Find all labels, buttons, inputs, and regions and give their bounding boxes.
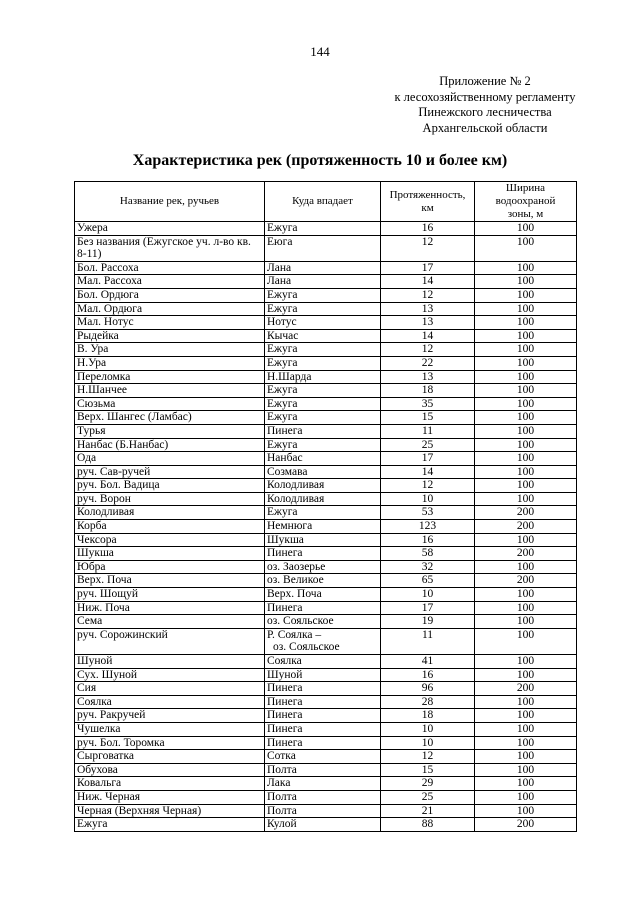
protection-zone-width: 200 — [475, 682, 577, 696]
table-row — [75, 547, 577, 561]
river-length: 16 — [381, 533, 475, 547]
protection-zone-width: 100 — [475, 560, 577, 574]
header-width-line1: Ширина водоохраной — [495, 182, 556, 207]
river-outlet-line2: оз. Сояльское — [273, 641, 340, 654]
river-name: Ниж. Поча — [75, 601, 265, 615]
table-row — [75, 370, 577, 384]
river-outlet: Лана — [265, 261, 381, 275]
table-row — [75, 790, 577, 804]
river-length: 12 — [381, 750, 475, 764]
table-row — [75, 343, 577, 357]
table-row — [75, 682, 577, 696]
river-name: Шуной — [75, 655, 265, 669]
table-row — [75, 655, 577, 669]
river-length: 19 — [381, 615, 475, 629]
table-row — [75, 302, 577, 316]
river-outlet: Соялка — [265, 655, 381, 669]
river-name: Сюзьма — [75, 397, 265, 411]
river-length: 11 — [381, 628, 475, 654]
river-length: 10 — [381, 722, 475, 736]
river-length: 58 — [381, 547, 475, 561]
header-length-line1: Протяженность, — [389, 188, 466, 201]
river-outlet: Н.Шарда — [265, 370, 381, 384]
protection-zone-width: 100 — [475, 479, 577, 493]
river-outlet-line1: Р. Соялка – — [267, 628, 322, 641]
table-row — [75, 601, 577, 615]
table-row — [75, 628, 577, 654]
river-outlet: Нотус — [265, 316, 381, 330]
river-length: 12 — [381, 288, 475, 302]
river-length: 15 — [381, 411, 475, 425]
table-row — [75, 804, 577, 818]
table-row — [75, 533, 577, 547]
header-width — [475, 182, 577, 222]
appendix-line-3: Пинежского лесничества — [418, 105, 552, 119]
header-length — [381, 182, 475, 222]
table-row — [75, 275, 577, 289]
table-row — [75, 520, 577, 534]
table-row — [75, 668, 577, 682]
river-outlet: Пинега — [265, 736, 381, 750]
river-name: Верх. Шангес (Ламбас) — [75, 411, 265, 425]
table-body — [75, 222, 577, 832]
river-name: Корба — [75, 520, 265, 534]
river-name: Обухова — [75, 763, 265, 777]
appendix-line-2: к лесохозяйственному регламенту — [394, 89, 576, 104]
river-length: 10 — [381, 492, 475, 506]
river-length: 14 — [381, 275, 475, 289]
protection-zone-width: 100 — [475, 695, 577, 709]
river-outlet: Ежуга — [265, 302, 381, 316]
river-length: 21 — [381, 804, 475, 818]
river-name: Без названия (Ежугское уч. л-во кв. 8-11) — [75, 235, 265, 261]
protection-zone-width: 200 — [475, 547, 577, 561]
river-outlet: Пинега — [265, 682, 381, 696]
protection-zone-width: 100 — [475, 615, 577, 629]
protection-zone-width: 100 — [475, 750, 577, 764]
protection-zone-width: 100 — [475, 668, 577, 682]
table-row — [75, 560, 577, 574]
river-outlet: Шуной — [265, 668, 381, 682]
river-name: Нанбас (Б.Нанбас) — [75, 438, 265, 452]
river-outlet: оз. Великое — [265, 574, 381, 588]
river-outlet: Ежуга — [265, 411, 381, 425]
river-outlet: Ежуга — [265, 438, 381, 452]
river-name: Сия — [75, 682, 265, 696]
table-row — [75, 384, 577, 398]
river-name: руч. Бол. Торомка — [75, 736, 265, 750]
river-outlet: Ежуга — [265, 356, 381, 370]
appendix-block — [360, 74, 610, 136]
river-length: 10 — [381, 736, 475, 750]
table-row — [75, 492, 577, 506]
table-row — [75, 424, 577, 438]
protection-zone-width: 100 — [475, 736, 577, 750]
table-row — [75, 288, 577, 302]
river-name: Шукша — [75, 547, 265, 561]
river-outlet: Пинега — [265, 547, 381, 561]
river-name: Чушелка — [75, 722, 265, 736]
river-length: 25 — [381, 790, 475, 804]
river-length: 17 — [381, 452, 475, 466]
protection-zone-width: 100 — [475, 397, 577, 411]
protection-zone-width: 100 — [475, 384, 577, 398]
river-outlet: Пинега — [265, 601, 381, 615]
river-length: 41 — [381, 655, 475, 669]
river-length: 12 — [381, 235, 475, 261]
river-length: 16 — [381, 668, 475, 682]
river-name: Ковальга — [75, 777, 265, 791]
river-outlet: Лана — [265, 275, 381, 289]
river-outlet — [265, 628, 381, 654]
table-row — [75, 588, 577, 602]
river-name: Чексора — [75, 533, 265, 547]
river-length: 13 — [381, 370, 475, 384]
river-outlet: Ежуга — [265, 343, 381, 357]
river-name: Бол. Ордюга — [75, 288, 265, 302]
protection-zone-width: 100 — [475, 465, 577, 479]
table-row — [75, 356, 577, 370]
river-outlet: Нанбас — [265, 452, 381, 466]
river-name: Сема — [75, 615, 265, 629]
protection-zone-width: 100 — [475, 288, 577, 302]
river-name: руч. Сорожинский — [75, 628, 265, 654]
protection-zone-width: 100 — [475, 452, 577, 466]
appendix-line-1: Приложение № 2 — [439, 74, 531, 88]
river-length: 18 — [381, 709, 475, 723]
river-name: Переломка — [75, 370, 265, 384]
river-length: 18 — [381, 384, 475, 398]
table-row — [75, 777, 577, 791]
header-name: Название рек, ручьев — [75, 182, 265, 222]
protection-zone-width: 100 — [475, 655, 577, 669]
river-length: 25 — [381, 438, 475, 452]
river-outlet: Пинега — [265, 722, 381, 736]
river-outlet: Ежуга — [265, 506, 381, 520]
river-length: 14 — [381, 465, 475, 479]
header-outlet: Куда впадает — [265, 182, 381, 222]
river-length: 53 — [381, 506, 475, 520]
river-name: Н.Ура — [75, 356, 265, 370]
table-row — [75, 479, 577, 493]
protection-zone-width: 100 — [475, 438, 577, 452]
protection-zone-width: 100 — [475, 722, 577, 736]
river-length: 28 — [381, 695, 475, 709]
protection-zone-width: 100 — [475, 533, 577, 547]
protection-zone-width: 200 — [475, 574, 577, 588]
river-length: 123 — [381, 520, 475, 534]
river-outlet: Колодливая — [265, 492, 381, 506]
river-length: 15 — [381, 763, 475, 777]
river-name: Ужера — [75, 222, 265, 236]
page-title: Характеристика рек (протяженность 10 и более км) — [132, 152, 508, 169]
river-outlet: Созмава — [265, 465, 381, 479]
river-name: Сырговатка — [75, 750, 265, 764]
table-row — [75, 615, 577, 629]
river-outlet: Кулой — [265, 818, 381, 832]
protection-zone-width: 100 — [475, 261, 577, 275]
header-width-line2: зоны, м — [507, 208, 544, 220]
table-row — [75, 750, 577, 764]
river-length: 14 — [381, 329, 475, 343]
protection-zone-width: 100 — [475, 709, 577, 723]
river-name: Ниж. Черная — [75, 790, 265, 804]
table-row — [75, 397, 577, 411]
river-name: Юбра — [75, 560, 265, 574]
table-header-row — [75, 182, 577, 222]
river-length: 29 — [381, 777, 475, 791]
protection-zone-width: 200 — [475, 520, 577, 534]
table-row — [75, 316, 577, 330]
protection-zone-width: 100 — [475, 424, 577, 438]
river-name: В. Ура — [75, 343, 265, 357]
river-name: Мал. Рассоха — [75, 275, 265, 289]
river-outlet: Лака — [265, 777, 381, 791]
table-row — [75, 452, 577, 466]
river-name: руч. Ворон — [75, 492, 265, 506]
river-outlet: Еюга — [265, 235, 381, 261]
protection-zone-width: 100 — [475, 763, 577, 777]
protection-zone-width: 100 — [475, 411, 577, 425]
river-outlet: Ежуга — [265, 288, 381, 302]
river-name: руч. Шощуй — [75, 588, 265, 602]
river-name: Н.Шанчее — [75, 384, 265, 398]
river-outlet: Ежуга — [265, 397, 381, 411]
river-length: 11 — [381, 424, 475, 438]
protection-zone-width: 100 — [475, 356, 577, 370]
river-outlet: Пинега — [265, 424, 381, 438]
protection-zone-width: 100 — [475, 628, 577, 654]
protection-zone-width: 200 — [475, 818, 577, 832]
river-name: Колодливая — [75, 506, 265, 520]
river-outlet: Кычас — [265, 329, 381, 343]
river-outlet: Полта — [265, 790, 381, 804]
river-name: Мал. Нотус — [75, 316, 265, 330]
river-outlet: Верх. Поча — [265, 588, 381, 602]
river-outlet: Полта — [265, 763, 381, 777]
protection-zone-width: 100 — [475, 588, 577, 602]
river-length: 16 — [381, 222, 475, 236]
river-name: Мал. Ордюга — [75, 302, 265, 316]
river-length: 17 — [381, 601, 475, 615]
river-length: 12 — [381, 343, 475, 357]
table-row — [75, 695, 577, 709]
table-row — [75, 438, 577, 452]
table-row — [75, 235, 577, 261]
table-row — [75, 222, 577, 236]
river-outlet: Немнюга — [265, 520, 381, 534]
river-outlet: Полта — [265, 804, 381, 818]
protection-zone-width: 100 — [475, 492, 577, 506]
river-name: Верх. Поча — [75, 574, 265, 588]
table-row — [75, 261, 577, 275]
table-row — [75, 506, 577, 520]
river-length: 17 — [381, 261, 475, 275]
river-name: руч. Бол. Вадица — [75, 479, 265, 493]
river-length: 96 — [381, 682, 475, 696]
rivers-table — [74, 181, 577, 832]
river-name: Бол. Рассоха — [75, 261, 265, 275]
river-outlet: Пинега — [265, 709, 381, 723]
river-length: 12 — [381, 479, 475, 493]
protection-zone-width: 100 — [475, 790, 577, 804]
river-outlet: оз. Заозерье — [265, 560, 381, 574]
table-row — [75, 411, 577, 425]
table-row — [75, 709, 577, 723]
protection-zone-width: 100 — [475, 370, 577, 384]
river-length: 22 — [381, 356, 475, 370]
river-name: Турья — [75, 424, 265, 438]
table-row — [75, 574, 577, 588]
river-length: 32 — [381, 560, 475, 574]
river-name: Сух. Шуной — [75, 668, 265, 682]
river-length: 35 — [381, 397, 475, 411]
protection-zone-width: 100 — [475, 316, 577, 330]
page-number: 144 — [310, 44, 330, 59]
river-length: 10 — [381, 588, 475, 602]
river-outlet: Сотка — [265, 750, 381, 764]
protection-zone-width: 100 — [475, 329, 577, 343]
protection-zone-width: 100 — [475, 804, 577, 818]
protection-zone-width: 100 — [475, 777, 577, 791]
river-outlet: Колодливая — [265, 479, 381, 493]
river-name: Черная (Верхняя Черная) — [75, 804, 265, 818]
river-name: Рыдейка — [75, 329, 265, 343]
river-outlet: Ежуга — [265, 384, 381, 398]
river-length: 65 — [381, 574, 475, 588]
river-name: руч. Сав-ручей — [75, 465, 265, 479]
river-outlet: Ежуга — [265, 222, 381, 236]
river-name: Ежуга — [75, 818, 265, 832]
protection-zone-width: 100 — [475, 601, 577, 615]
river-name: Соялка — [75, 695, 265, 709]
protection-zone-width: 100 — [475, 235, 577, 261]
river-outlet: оз. Сояльское — [265, 615, 381, 629]
river-length: 88 — [381, 818, 475, 832]
river-name: руч. Ракручей — [75, 709, 265, 723]
protection-zone-width: 100 — [475, 343, 577, 357]
river-outlet: Шукша — [265, 533, 381, 547]
river-outlet: Пинега — [265, 695, 381, 709]
table-row — [75, 818, 577, 832]
table-row — [75, 465, 577, 479]
header-length-line2: км — [421, 201, 434, 214]
table-row — [75, 736, 577, 750]
river-name: Ода — [75, 452, 265, 466]
table-row — [75, 329, 577, 343]
river-length: 13 — [381, 302, 475, 316]
river-length: 13 — [381, 316, 475, 330]
protection-zone-width: 200 — [475, 506, 577, 520]
protection-zone-width: 100 — [475, 222, 577, 236]
protection-zone-width: 100 — [475, 302, 577, 316]
table-row — [75, 763, 577, 777]
appendix-line-4: Архангельской области — [422, 120, 548, 135]
table-row — [75, 722, 577, 736]
protection-zone-width: 100 — [475, 275, 577, 289]
